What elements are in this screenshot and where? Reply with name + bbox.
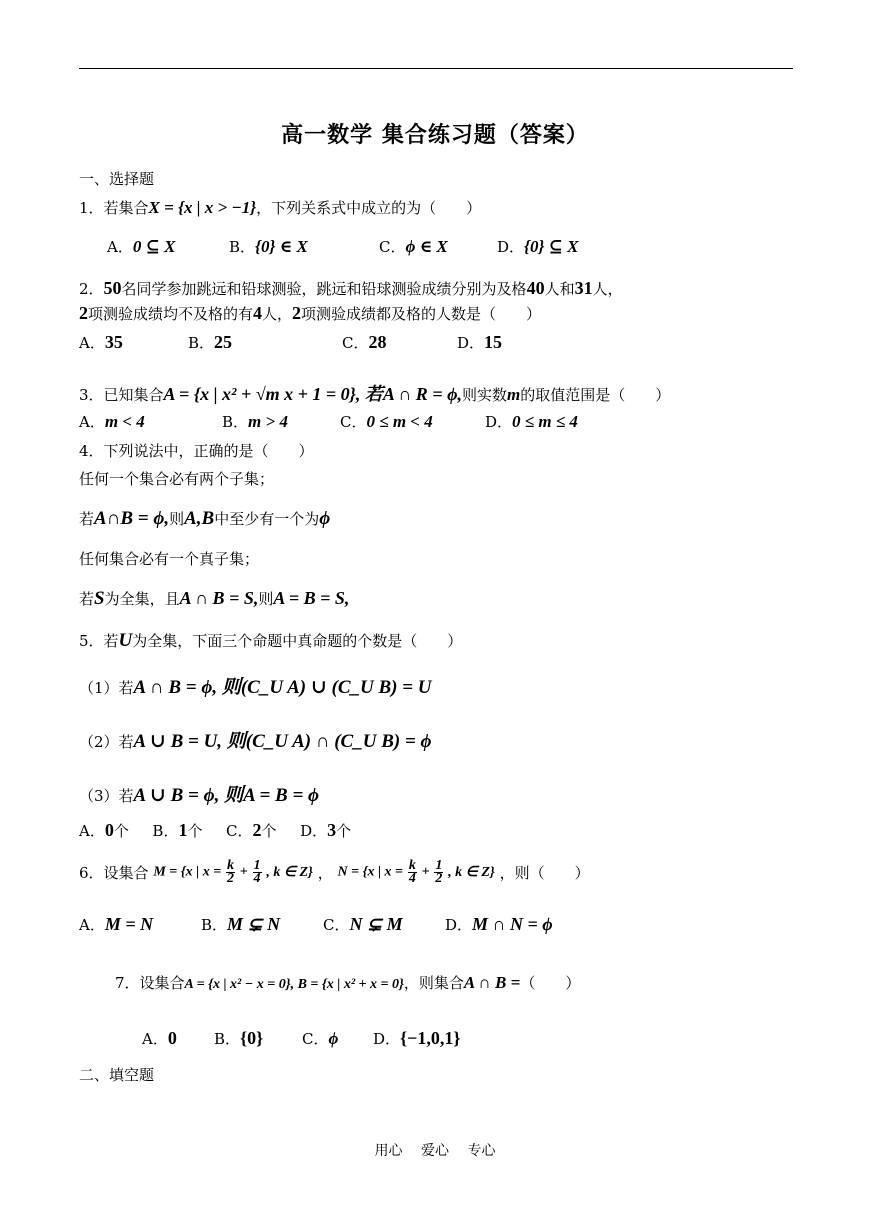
q7-option-b: B．{0} — [214, 1028, 264, 1048]
header-rule — [79, 68, 793, 69]
q1-stem-post: ，下列关系式中成立的为（ ） — [256, 199, 482, 217]
q1-option-d: D．{0} ⊆ X — [497, 237, 579, 256]
q7-option-c: C．ϕ — [302, 1029, 339, 1048]
q1-option-a: A．0 ⊆ X — [107, 237, 176, 256]
question-3-stem: 3．已知集合A = {x | x² + √m x + 1 = 0}, 若A ∩ R = ϕ,则实数m的取值范围是（ ） — [79, 384, 671, 404]
q5-option-d: D．3个 — [300, 820, 352, 840]
q5-option-b: B．1个 — [152, 820, 203, 840]
q4-statement-4: 若S为全集，且A ∩ B = S,则A = B = S, — [79, 588, 350, 609]
q2-option-c: C．28 — [342, 332, 387, 352]
q5-item-3: （3）若A ∪ B = ϕ, 则A = B = ϕ — [79, 785, 320, 806]
q6-option-a: A．M = N — [79, 914, 154, 934]
q3-option-a: A．m < 4 — [79, 412, 145, 431]
section-heading-fill: 二、填空题 — [79, 1066, 155, 1084]
q5-item-2: （2）若A ∪ B = U, 则(C_U A) ∩ (C_U B) = ϕ — [79, 731, 432, 752]
q7-option-d: D．{−1,0,1} — [373, 1028, 461, 1048]
question-7-stem: 7．设集合A = {x | x² − x = 0}, B = {x | x² + x = 0}，则集合A ∩ B =（ ） — [115, 973, 581, 992]
question-1-stem — [79, 197, 481, 218]
question-2-stem-line1: 2．50名同学参加跳远和铅球测验，跳远和铅球测验成绩分别为及格40人和31人， — [79, 278, 623, 298]
q2-option-b: B．25 — [188, 332, 233, 352]
page-footer: 用心 爱心 专心 — [374, 1143, 496, 1159]
q5-option-a: A．0个 — [79, 820, 129, 840]
page-title: 高一数学 集合练习题（答案） — [281, 122, 589, 148]
q6-option-d: D．M ∩ N = ϕ — [445, 914, 553, 934]
q5-options — [79, 820, 351, 841]
q6-n-frac-2: $\frac{1}{2}$ — [435, 858, 443, 886]
section-heading-choice: 一、选择题 — [79, 170, 155, 188]
q2-option-a: A．35 — [79, 332, 123, 352]
q3-option-d: D．0 ≤ m ≤ 4 — [485, 412, 578, 431]
q7-option-a: A．0 — [142, 1028, 177, 1048]
q3-option-c: C．0 ≤ m < 4 — [340, 412, 433, 431]
question-2-stem-line2: 2项测验成绩均不及格的有4人，2项测验成绩都及格的人数是（ ） — [79, 303, 542, 323]
q5-option-c: C．2个 — [226, 820, 277, 840]
q1-stem-pre: 1．若集合 — [79, 199, 149, 217]
q6-option-b: B．M ⊊ N — [201, 914, 281, 934]
q6-m-frac-2: $\frac{1}{4}$ — [253, 858, 261, 886]
question-4-stem: 4．下列说法中，正确的是（ ） — [79, 442, 314, 460]
q1-set-expr: X = {x | x > −1} — [148, 198, 257, 217]
q4-statement-1: 任何一个集合必有两个子集； — [79, 470, 275, 488]
q1-option-c: C．ϕ ∈ X — [379, 237, 448, 256]
q6-n-frac-1: $\frac{k}{4}$ — [408, 858, 416, 886]
q3-option-b: B．m > 4 — [222, 412, 288, 431]
q4-statement-2: 若A∩B = ϕ,则A,B中至少有一个为ϕ — [79, 508, 331, 529]
q6-option-c: C．N ⊊ M — [323, 914, 403, 934]
q1-option-b: B．{0} ∈ X — [229, 237, 308, 256]
q5-item-1: （1）若A ∩ B = ϕ, 则(C_U A) ∪ (C_U B) = U — [79, 677, 432, 698]
q6-m-frac-1: $\frac{k}{2}$ — [226, 858, 234, 886]
question-5-stem: 5．若U为全集，下面三个命题中真命题的个数是（ ） — [79, 630, 463, 651]
q4-statement-3: 任何集合必有一个真子集； — [79, 550, 260, 568]
question-6-stem: 6．设集合 M = {x | x = $\frac{k}{2}$ + $\frac{1}{4}$ , k ∈ Z} ， N = {x | x = $\frac{k}{4}$ + $\frac{1}{2}$ , k ∈ Z} ，则（ ） — [79, 858, 590, 886]
q2-option-d: D．15 — [457, 332, 503, 352]
